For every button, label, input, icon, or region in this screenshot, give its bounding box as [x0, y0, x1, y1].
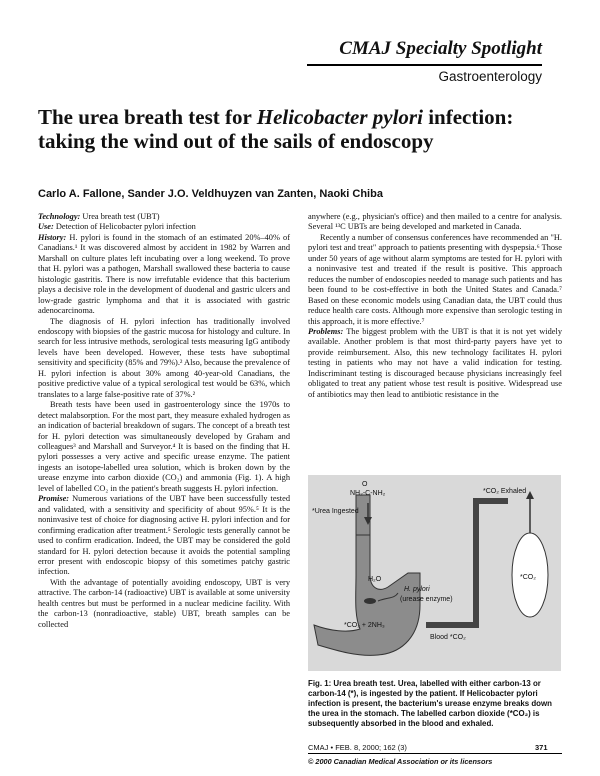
urea-oxygen-label: O	[362, 481, 368, 488]
h-pylori-label: H. pylori	[404, 586, 430, 593]
lung-co2-label: *CO₂	[520, 574, 536, 581]
blood-co2-label: Blood *CO₂	[430, 634, 466, 641]
specialty-label: Gastroenterology	[438, 69, 542, 84]
copyright-notice: © 2000 Canadian Medical Association or its licensors	[308, 757, 493, 766]
header-rule	[307, 64, 542, 66]
urea-ingested-label: *Urea Ingested	[312, 508, 359, 515]
products-label: *CO₂ + 2NH₃	[344, 622, 385, 629]
co2-exhaled-label: *CO₂ Exhaled	[483, 488, 527, 495]
consensus-paragraph: Recently a number of consensus conferences have recommended an "H. pylori test and treat" approach to patients presenting with dyspepsia.⁶ Those under 50 years of age without alarm symptoms are tested for H. pylori with a noninvasive test and treated if the result is positive. This approach reduces the number of endoscopies needed to manage such patients and has been found to be cost-effective in both the United States and Canada.⁷ Based on these economic models using Canadian data, the UBT could thus reduce health care costs. Although more expensive than serologic testing in this approach, it is more effective.⁷	[308, 232, 562, 326]
article-title: The urea breath test for Helicobacter pylori infection: taking the wind out of the sails of endoscopy	[38, 105, 514, 153]
history-paragraph: History: H. pylori is found in the stomach of an estimated 20%–40% of Canadians.¹ It was discovered almost by accident in 1982 by Warren and Marshall on culture plates left incubating over a long weekend. To prove that H. pylori was a pathogen, Marshall swallowed these bacteria to cause histologic gastritis. There is now irrefutable evidence that this bacterium plays a decisive role in the development of duodenal and gastric ulcers and low-grade gastric lymphoma and that it is associated with gastric adenocarcinoma.	[38, 232, 290, 316]
author-list: Carlo A. Fallone, Sander J.O. Veldhuyzen van Zanten, Naoki Chiba	[38, 188, 383, 200]
problems-paragraph: Problems: The biggest problem with the UBT is that it is not yet widely available. Another problem is that most third-party payers have yet to provide reimbursement. Also, this new technology facilitates H. pylori testing in patients who may not have a valid indication for testing. Indiscriminant testing is discouraged because physicians increasingly feel obligated to treat any patient whose test result is positive. Widespread use of antibiotics may then lead to antibiotic resistance in the	[308, 326, 562, 399]
right-column	[308, 212, 562, 400]
urea-formula-label: NH₂-C-NH₂	[350, 490, 386, 497]
water-label: H₂O	[368, 576, 382, 583]
journal-citation: CMAJ • FEB. 8, 2000; 162 (3)	[308, 743, 407, 752]
bacterium-icon	[364, 598, 376, 604]
figure-caption: Fig. 1: Urea breath test. Urea, labelled with either carbon-13 or carbon-14 (*), is ingested by the patient. If Helicobacter pylori infection is present, the bacterium's urease enzyme breaks down the urea in the stomach. The labelled carbon dioxide (*CO₂) is subsequently absorbed in the blood and exhaled.	[308, 679, 552, 728]
urease-enzyme-label: (urease enzyme)	[400, 596, 453, 603]
use-line: Use: Detection of Helicobacter pylori infection	[38, 222, 196, 232]
spotlight-title: CMAJ Specialty Spotlight	[339, 38, 542, 59]
footer-rule	[308, 753, 562, 754]
analysis-paragraph: anywhere (e.g., physician's office) and then mailed to a centre for analysis. Several ¹³C UBTs are being developed and marketed in Canada.	[308, 212, 562, 232]
breath-test-paragraph: Breath tests have been used in gastroenterology since the 1970s to detect malabsorption. For the most part, they measure exhaled hydrogen as an indication of bacterial breakdown of sugars. The concept of a breath test for H. pylori detection was simultaneously developed by Graham and colleagues³ and Marshall and Surveyor.⁴ It is based on the finding that H. pylori possesses a very active and specific urease enzyme. The patient ingests an isotope-labelled urea solution, which is broken down by the urease enzyme into carbon dioxide (CO₂) and ammonia (Fig. 1). A high level of labelled CO₂ in the patient's breath suggests H. pylori infection.	[38, 400, 290, 493]
promise-paragraph: Promise: Numerous variations of the UBT have been successfully tested and validated, with a sensitivity and specificity of about 95%.⁵ It is the noninvasive test of choice for diagnosing active H. pylori infection and for confirming eradication after treatment.⁵ Serologic tests generally cannot be used to confirm eradication. Indeed, the UBT may be considered the gold standard for H. pylori detection because it avoids the potential sampling error present with endoscopic biopsy of this sometimes patchy gastric infection.	[38, 494, 290, 577]
technology-line: Technology: Urea breath test (UBT)	[38, 212, 160, 221]
figure-1	[308, 475, 561, 767]
diagnosis-paragraph: The diagnosis of H. pylori infection has traditionally involved endoscopy with biopsies of the gastric mucosa for histology and culture. In search for less intrusive methods, serological tests measuring IgG antibody levels have been developed. However, these tests have suboptimal sensitivity and specificity (85% and 79%).² Also, because the prevalence of H. pylori infection is about 30% among 40-year-old Canadians, the positive predictive value of a typical serological test would be 63%, which translates to a large false-positive rate of 37%.²	[38, 316, 290, 399]
urea-breath-test-diagram	[308, 475, 561, 671]
page-number: 371	[535, 743, 548, 752]
advantage-paragraph: With the advantage of potentially avoiding endoscopy, UBT is very attractive. The carbon-14 (radioactive) UBT is available at some university health centres but must be performed in a nuclear medicine facility. With the carbon-13 (nonradioactive, stable) UBT, breath samples can be collected	[38, 577, 290, 629]
left-column	[38, 212, 290, 630]
